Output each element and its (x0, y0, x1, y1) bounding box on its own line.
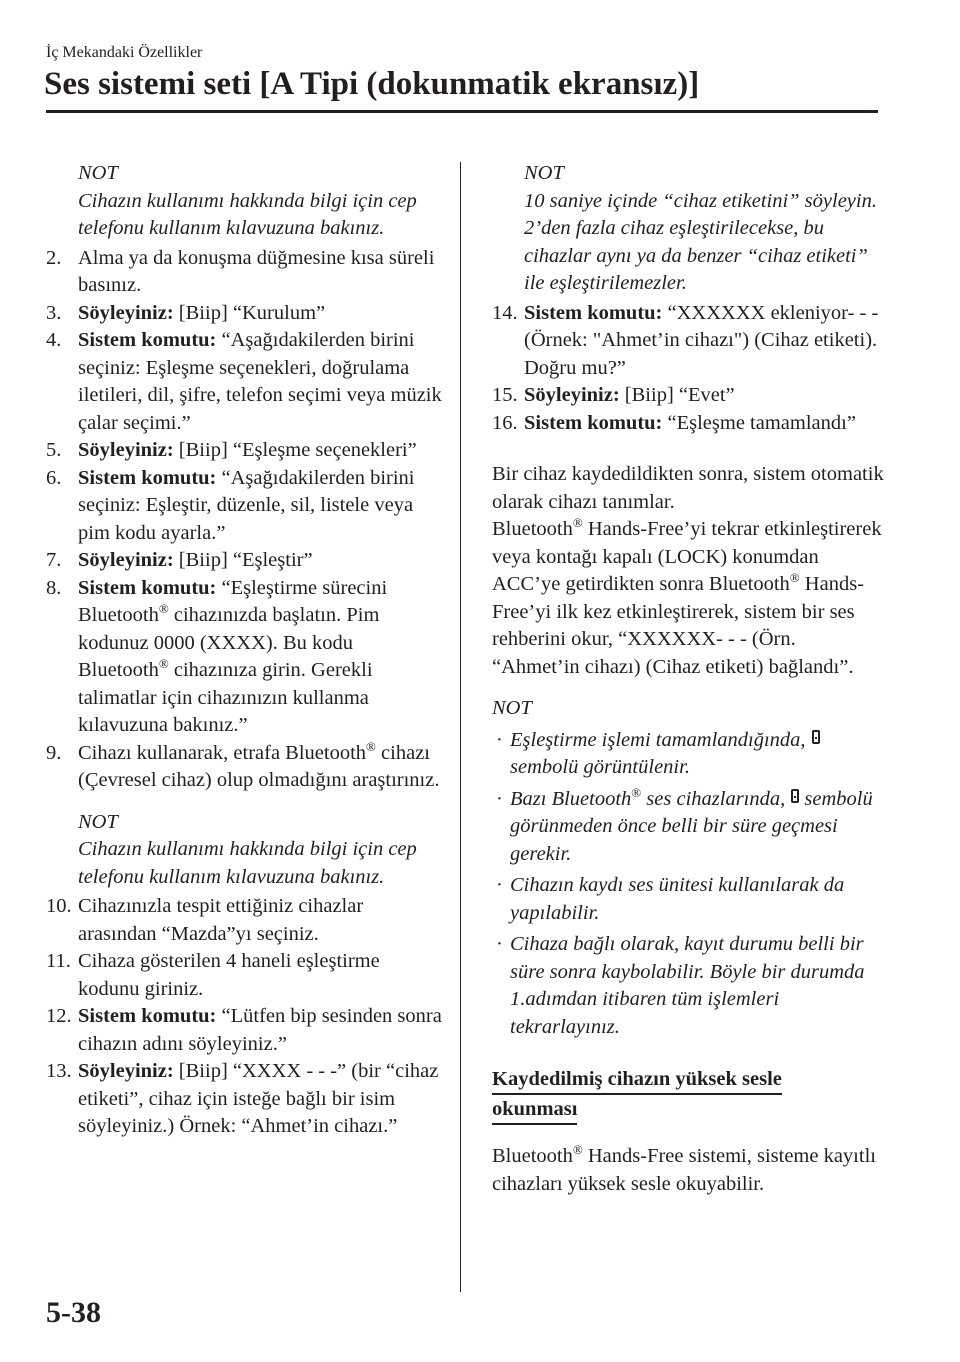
step-text-1: Cihazı kullanarak, etrafa Bluetooth (78, 741, 367, 764)
subheading (492, 1053, 884, 1125)
note-heading: NOT (78, 810, 118, 833)
subheading-line: okunması (492, 1095, 577, 1125)
step-8 (46, 575, 446, 740)
phone-icon (791, 789, 799, 803)
bullet-item (492, 872, 884, 927)
bullet-dot: · (496, 728, 503, 751)
column-divider (460, 162, 461, 1292)
para-text-2: Hands-Free sistemi, sisteme kayıtlı cihazları yüksek sesle okuyabilir. (492, 1145, 876, 1195)
step-item (46, 300, 446, 328)
note-bullets (492, 727, 884, 1042)
bullet-item (492, 786, 884, 869)
step-number: 13. (46, 1060, 72, 1082)
step-item (492, 300, 884, 383)
step-number: 8. (46, 576, 62, 599)
para-text-1: Bluetooth (492, 518, 573, 540)
step-list (492, 300, 884, 438)
page-number: 5-38 (46, 1296, 101, 1329)
para-text-1: Bluetooth (492, 1145, 573, 1167)
bullet-text: sembolü görüntülenir. (510, 756, 690, 778)
step-label: Söyleyiniz: (78, 439, 174, 461)
paragraph: Bir cihaz kaydedildikten sonra, sistem otomatik olarak cihazı tanımlar. (492, 463, 884, 513)
registered-mark: ® (572, 1142, 583, 1157)
step-text: “Eşleşme tamamlandı” (662, 411, 856, 434)
step-item (492, 410, 884, 438)
step-text-3: cihazınıza girin. Gerekli talimatlar için cihazınızın kullanma kılavuzuna bakınız.” (78, 659, 373, 736)
bullet-item (492, 931, 884, 1041)
step-item (46, 437, 446, 465)
bullet-text: sembolü görünmeden önce belli bir süre geçmesi gerekir. (510, 787, 873, 865)
bullet-text: Eşleştirme işlemi tamamlandığında, (510, 728, 806, 751)
bullet-dot: · (496, 874, 503, 896)
bullet-dot: · (496, 787, 503, 810)
step-item (46, 245, 446, 300)
registered-mark: ® (572, 515, 583, 530)
step-number: 4. (46, 329, 62, 351)
step-list (46, 893, 446, 1141)
bullet-text: Cihazın kaydı ses ünitesi kullanılarak da yapılabilir. (510, 874, 845, 924)
registered-mark: ® (631, 784, 642, 800)
step-number: 14. (492, 301, 518, 324)
step-number: 16. (492, 411, 518, 434)
step-item (46, 1003, 446, 1058)
title-rule (46, 110, 878, 113)
subheading-line: Kaydedilmiş cihazın yüksek sesle (492, 1065, 782, 1095)
step-text-2: cihazı (Çevresel cihaz) olup olmadığını araştırınız. (78, 741, 440, 791)
step-item (492, 382, 884, 410)
step-text: Alma ya da konuşma düğmesine kısa süreli basınız. (78, 246, 435, 296)
step-number: 6. (46, 466, 62, 489)
step-label: Sistem komutu: (524, 411, 663, 434)
step-label: Sistem komutu: (78, 576, 217, 599)
bullet-text: ses cihazlarında, (641, 787, 786, 810)
registered-mark: ® (158, 656, 169, 671)
step-number: 10. (46, 895, 72, 917)
note-text: 10 saniye içinde “cihaz etiketini” söyleyin. 2’den fazla cihaz eşleştirilecekse, bu cihazlar aynı ya da benzer “cihaz etiketi” ile eşleştirilemezler. (524, 189, 877, 294)
step-list (46, 245, 446, 575)
bullet-dot: · (496, 933, 503, 955)
note-heading: NOT (492, 697, 532, 719)
section-label: İç Mekandaki Özellikler (46, 44, 203, 61)
step-label: Söyleyiniz: (78, 1060, 174, 1082)
step-text: [Biip] “Eşleştir” (173, 549, 313, 571)
step-label: Sistem komutu: (78, 329, 217, 351)
right-column (492, 160, 884, 1198)
step-text-2: cihazınızda başlatın. Pim kodunuz 0000 (XXXX). Bu kodu Bluetooth (78, 604, 380, 681)
step-label: Sistem komutu: (78, 1005, 217, 1027)
step-text: “Aşağıdakilerden birini seçiniz: Eşleştir, düzenle, sil, listele veya pim kodu ayarla.” (78, 466, 415, 544)
step-label: Sistem komutu: (78, 466, 217, 489)
registered-mark: ® (789, 570, 800, 585)
paragraph (492, 516, 884, 681)
step-item (46, 547, 446, 575)
step-label: Söyleyiniz: (524, 384, 620, 406)
bullet-text: Bazı Bluetooth (510, 787, 632, 810)
step-number: 5. (46, 439, 62, 461)
step-label: Söyleyiniz: (78, 549, 174, 571)
step-text: [Biip] “XXXX - - -” (bir “cihaz etiketi”, cihaz için isteğe bağlı bir isim söyleyiniz.) Örnek: “Ahmet’in cihazı.” (78, 1060, 439, 1137)
phone-icon (812, 730, 820, 744)
left-column (46, 160, 446, 1141)
step-item (46, 327, 446, 437)
registered-mark: ® (366, 738, 376, 754)
step-text: Cihaza gösterilen 4 haneli eşleştirme kodunu giriniz. (78, 950, 380, 1000)
step-number: 2. (46, 246, 62, 269)
step-item (46, 948, 446, 1003)
step-text: [Biip] “Eşleşme seçenekleri” (173, 439, 417, 461)
step-item (46, 465, 446, 548)
para-text-2: Hands-Free’yi tekrar etkinleştirerek veya kontağı kapalı (LOCK) konumdan ACC’ye getirdikten sonra Bluetooth (492, 518, 882, 595)
page-title: Ses sistemi seti [A Tipi (dokunmatik ekransız)] (44, 66, 700, 102)
step-text: “Lütfen bip sesinden sonra cihazın adını söyleyiniz.” (78, 1005, 442, 1055)
note-heading: NOT (78, 162, 118, 184)
registered-mark: ® (158, 601, 169, 616)
step-number: 11. (46, 950, 71, 972)
step-number: 7. (46, 549, 62, 571)
step-text: Cihazınızla tespit ettiğiniz cihazlar arasından “Mazda”yı seçiniz. (78, 895, 364, 945)
step-number: 9. (46, 741, 62, 764)
step-text: [Biip] “Evet” (619, 384, 735, 406)
step-number: 3. (46, 301, 62, 324)
step-item (46, 1058, 446, 1141)
step-text: “XXXXXX ekleniyor- - - (Örnek: "Ahmet’in cihazı") (Cihaz etiketi). Doğru mu?” (524, 301, 879, 379)
step-item (46, 893, 446, 948)
note-text: Cihazın kullanımı hakkında bilgi için cep telefonu kullanım kılavuzuna bakınız. (78, 189, 417, 239)
paragraph (492, 1143, 884, 1198)
step-text: “Aşağıdakilerden birini seçiniz: Eşleşme seçenekleri, doğrulama iletileri, dil, şifre, telefon seçimi veya müzik çalar seçimi.” (78, 329, 442, 434)
bullet-item (492, 727, 884, 782)
note-text: Cihazın kullanımı hakkında bilgi için cep telefonu kullanım kılavuzuna bakınız. (78, 838, 417, 888)
step-number: 15. (492, 384, 518, 406)
bullet-text: Cihaza bağlı olarak, kayıt durumu belli bir süre sonra kaybolabilir. Böyle bir durumda 1.adımdan itibaren tüm işlemleri tekrarlayınız. (510, 933, 865, 1038)
step-label: Sistem komutu: (524, 301, 663, 324)
step-text-1: “Eşleştirme sürecini Bluetooth (78, 576, 388, 626)
note (46, 160, 446, 243)
note-heading: NOT (524, 162, 564, 184)
step-9 (46, 740, 446, 795)
step-text: [Biip] “Kurulum” (173, 301, 326, 324)
para-text-3: Hands-Free’yi ilk kez etkinleştirerek, sistem bir ses rehberini okur, “XXXXXX- - - (Örn. “Ahmet’in cihazı) (Cihaz etiketi) bağlandı”. (492, 573, 865, 678)
step-number: 12. (46, 1005, 72, 1027)
note (492, 160, 884, 298)
step-label: Söyleyiniz: (78, 301, 174, 324)
note (46, 809, 446, 892)
